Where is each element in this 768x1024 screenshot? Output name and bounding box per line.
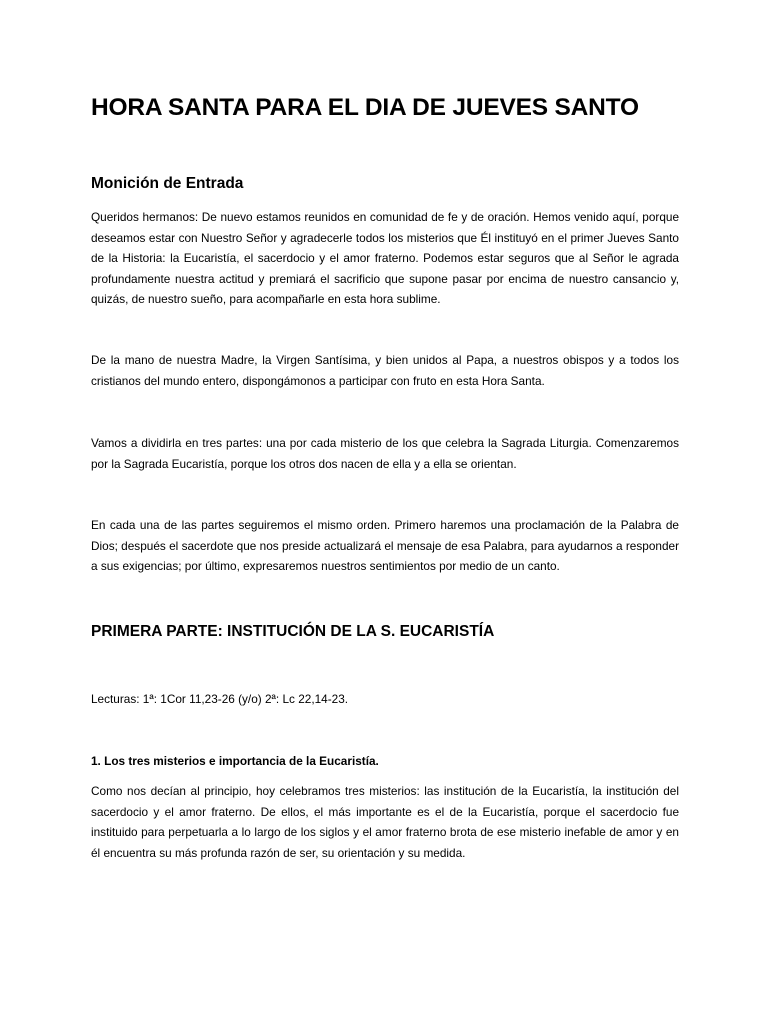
point-heading: 1. Los tres misterios e importancia de la Eucaristía. bbox=[91, 754, 379, 768]
paragraph-intro: Queridos hermanos: De nuevo estamos reunidos en comunidad de fe y de oración. Hemos venido aquí, porque deseamos estar con Nuestro Señor y agradecerle todos los misterios que Él instituyó en el primer Jueves Santo de la Historia: la Eucaristía, el sacerdocio y el amor fraterno. Podemos estar seguros que al Señor le agrada profundamente nuestra actitud y premiará el sacrificio que supone pasar por encima de nuestro cansancio y, quizás, de nuestro sueño, para acompañarle en esta hora sublime. bbox=[91, 210, 679, 306]
paragraph-three-parts: Vamos a dividirla en tres partes: una por cada misterio de los que celebra la Sagrada Liturgia. Comenzaremos por la Sagrada Eucaristía, porque los otros dos nacen de ella y a ella se orientan. bbox=[91, 436, 679, 471]
section-heading-primera-parte: PRIMERA PARTE: INSTITUCIÓN DE LA S. EUCARISTÍA bbox=[91, 623, 495, 640]
paragraph-virgin: De la mano de nuestra Madre, la Virgen Santísima, y bien unidos al Papa, a nuestros obispos y a todos los cristianos del mundo entero, dispongámonos a participar con fruto en esta Hora Santa. bbox=[91, 353, 679, 388]
document-page bbox=[91, 0, 679, 1024]
paragraph-order: En cada una de las partes seguiremos el mismo orden. Primero haremos una proclamación de la Palabra de Dios; después el sacerdote que nos preside actualizará el mensaje de esa Palabra, para ayudarnos a responder a sus exigencias; por último, expresaremos nuestros sentimientos por medio de un canto. bbox=[91, 518, 679, 573]
paragraph-mysteries: Como nos decían al principio, hoy celebramos tres misterios: las institución de la Eucaristía, la institución del sacerdocio y el amor fraterno. De ellos, el más importante es el de la Eucaristía, porque el sacerdocio fue instituido para perpetuarla a lo largo de los siglos y el amor fraterno brota de ese misterio inefable de amor y en él encuentra su más profunda razón de ser, su orientación y su medida. bbox=[91, 784, 679, 860]
document-title: HORA SANTA PARA EL DIA DE JUEVES SANTO bbox=[91, 94, 639, 121]
section-heading-monicion: Monición de Entrada bbox=[91, 175, 244, 192]
readings-line: Lecturas: 1ª: 1Cor 11,23-26 (y/o) 2ª: Lc 22,14-23. bbox=[91, 692, 349, 706]
